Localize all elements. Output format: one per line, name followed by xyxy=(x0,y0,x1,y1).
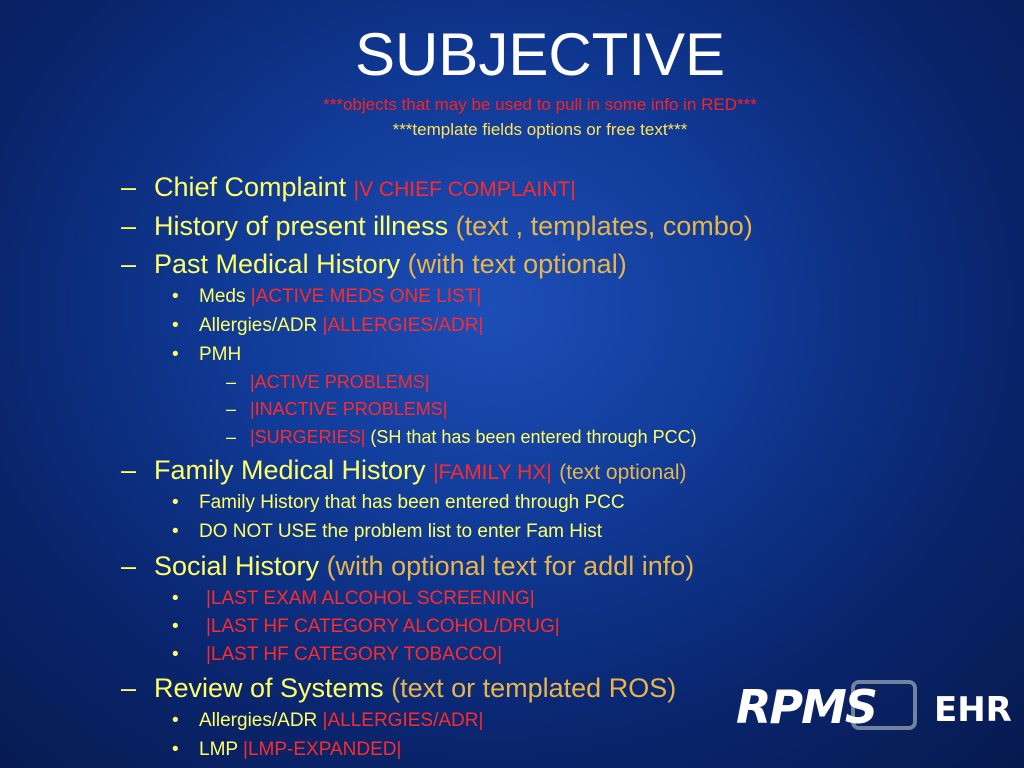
dash-marker: – xyxy=(121,211,137,241)
item-past-medical-history xyxy=(121,248,627,280)
item-gold-note: (text optional) xyxy=(559,461,687,484)
item-red-field: |LAST HF CATEGORY TOBACCO| xyxy=(206,644,503,665)
item-gold-note: (text , templates, combo) xyxy=(455,211,753,241)
bullet-marker: • xyxy=(172,521,179,542)
item-allergies-adr xyxy=(172,314,484,338)
item-last-hf-alcohol-drug xyxy=(172,615,560,639)
item-text: Social History xyxy=(154,551,320,581)
note-template-fields: ***template fields options or free text*** xyxy=(392,120,688,139)
item-text: History of present illness xyxy=(154,211,449,241)
item-allergies-adr-ros xyxy=(172,709,484,733)
item-red-field: |ACTIVE PROBLEMS| xyxy=(250,372,430,392)
item-red-field: |LMP-EXPANDED| xyxy=(243,739,402,760)
item-history-present-illness xyxy=(121,210,753,242)
item-pmh xyxy=(172,343,242,367)
item-text: Chief Complaint xyxy=(154,172,347,202)
bullet-marker: • xyxy=(172,616,179,637)
item-text: Past Medical History xyxy=(154,249,401,279)
bullet-marker: • xyxy=(172,286,179,307)
dash-marker: – xyxy=(121,673,137,703)
item-do-not-use xyxy=(172,520,602,544)
item-last-exam-alcohol xyxy=(172,587,535,611)
item-red-field: |ALLERGIES/ADR| xyxy=(322,710,484,731)
item-red-field: |SURGERIES| xyxy=(250,427,366,447)
item-text: PMH xyxy=(199,344,242,365)
dash-marker: – xyxy=(121,455,137,485)
item-text: LMP xyxy=(199,739,238,760)
item-red-field: |FAMILY HX| xyxy=(433,461,552,484)
slide-title: SUBJECTIVE xyxy=(354,21,726,88)
dash-marker: – xyxy=(121,249,137,279)
dash-marker: – xyxy=(226,372,237,392)
bullet-marker: • xyxy=(172,710,179,731)
item-text: Family History that has been entered through PCC xyxy=(199,492,625,513)
dash-marker: – xyxy=(226,427,237,447)
bullet-marker: • xyxy=(172,739,179,760)
item-red-field: |V CHIEF COMPLAINT| xyxy=(353,178,576,201)
item-gold-note: (with optional text for addl info) xyxy=(326,551,695,581)
item-surgeries xyxy=(226,425,697,449)
bullet-marker: • xyxy=(172,588,179,609)
item-review-of-systems xyxy=(121,672,677,704)
item-red-field: |INACTIVE PROBLEMS| xyxy=(250,399,448,419)
item-red-field: |LAST EXAM ALCOHOL SCREENING| xyxy=(206,588,535,609)
item-gold-note: (text or templated ROS) xyxy=(391,673,677,703)
logo-ehr-text: EHR xyxy=(934,690,1012,730)
item-red-field: |LAST HF CATEGORY ALCOHOL/DRUG| xyxy=(206,616,560,637)
item-family-medical-history xyxy=(121,454,687,489)
item-social-history xyxy=(121,550,695,582)
item-gold-note: (with text optional) xyxy=(407,249,627,279)
item-red-field: |ALLERGIES/ADR| xyxy=(322,315,484,336)
item-family-history-pcc xyxy=(172,491,625,515)
bullet-marker: • xyxy=(172,644,179,665)
item-text: Allergies/ADR xyxy=(199,710,318,731)
rpms-ehr-logo xyxy=(736,676,1012,736)
item-red-field: |ACTIVE MEDS ONE LIST| xyxy=(250,286,482,307)
bullet-marker: • xyxy=(172,344,179,365)
item-text: Allergies/ADR xyxy=(199,315,318,336)
item-text: DO NOT USE the problem list to enter Fam Hist xyxy=(199,521,602,542)
item-text: Family Medical History xyxy=(154,455,426,485)
item-last-hf-tobacco xyxy=(172,643,503,667)
note-red-objects: ***objects that may be used to pull in some info in RED*** xyxy=(323,95,757,114)
bullet-marker: • xyxy=(172,315,179,336)
dash-marker: – xyxy=(226,399,237,419)
item-text: Review of Systems xyxy=(154,673,384,703)
item-lmp xyxy=(172,738,402,762)
bullet-marker: • xyxy=(172,492,179,513)
logo-rpms-text: RPMS xyxy=(736,680,877,734)
item-text: Meds xyxy=(199,286,246,307)
dash-marker: – xyxy=(121,551,137,581)
item-inactive-problems xyxy=(226,397,448,421)
item-meds xyxy=(172,285,482,309)
dash-marker: – xyxy=(121,172,137,202)
item-active-problems xyxy=(226,370,430,394)
item-chief-complaint xyxy=(121,171,576,206)
item-note: (SH that has been entered through PCC) xyxy=(370,427,697,447)
